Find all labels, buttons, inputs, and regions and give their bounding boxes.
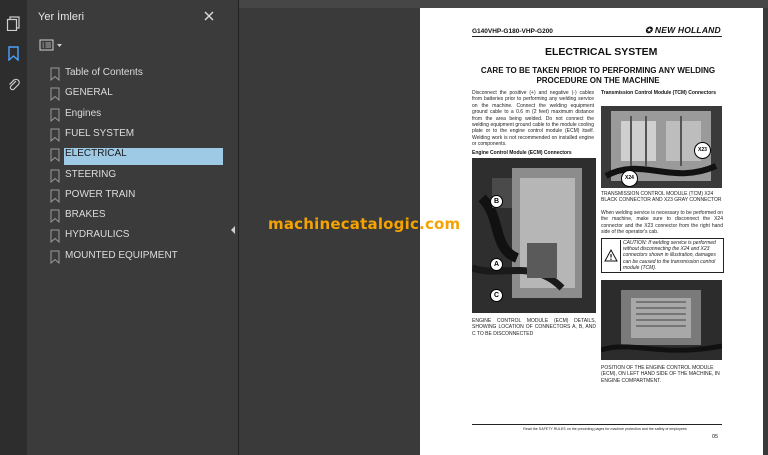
x23-label: X23 [694, 142, 711, 159]
ecm-position-photo-art [601, 280, 722, 360]
page-number: 05 [712, 434, 719, 440]
tcm-text: When welding service is necessary to be performed on the machine, make sure to disconnect the X24 connector and the X23 connector from the right hand side of the operator's cab. [601, 210, 723, 236]
bookmark-flag-icon [50, 87, 60, 101]
footer-text: Read the SAFETY RULES on the preceding pages for machine protection and the safety of employees [523, 427, 687, 431]
bookmark-item-hydraulics[interactable] [50, 227, 222, 245]
bookmark-label: ELECTRICAL [65, 148, 127, 160]
attachment-icon[interactable] [6, 77, 21, 92]
bookmark-item-power-train[interactable] [50, 187, 222, 205]
panel-title: Yer İmleri [38, 11, 85, 23]
collapse-panel-icon[interactable] [229, 224, 237, 236]
bookmark-flag-icon [50, 67, 60, 81]
ecm-caption: ENGINE CONTROL MODULE (ECM) DETAILS, SHOWING LOCATION OF CONNECTORS A, B, AND C TO BE DISCONNECTED [472, 318, 596, 337]
x24-label: X24 [621, 170, 638, 187]
bookmark-item-general[interactable] [50, 85, 222, 103]
ecm-heading: Engine Control Module (ECM) Connectors [472, 150, 572, 156]
bookmark-item-brakes[interactable] [50, 207, 222, 225]
pages-icon[interactable] [6, 16, 21, 31]
caution-box [601, 238, 724, 273]
bookmark-label: POWER TRAIN [65, 188, 136, 200]
page-model: G140VHP-G180-VHP-G200 [472, 28, 553, 35]
tcm-photo [601, 106, 722, 188]
ecm-position-photo [601, 280, 722, 360]
bookmark-flag-icon [50, 209, 60, 223]
warning-icon [604, 249, 618, 262]
bookmark-flag-icon [50, 189, 60, 203]
ecm-photo [472, 158, 596, 313]
bookmark-label: STEERING [65, 168, 117, 180]
bookmark-item-steering[interactable] [50, 167, 222, 185]
connector-c-label: C [490, 289, 503, 302]
intro-text: Disconnect the positive (+) and negative (-) cables from batteries prior to performing any welding service on the machine. Connect the welding equipment ground cable to a 0.6 m (2 feet) maximum distance from the area being welded. Do not connect the welding equipment ground cable to the module cooling plate or to the engine control module (ECM) itself. Welding work is not recommended on installed engine or components. [472, 90, 594, 148]
bookmark-label: FUEL SYSTEM [65, 127, 135, 139]
footer-rule [472, 424, 722, 425]
watermark-text: machinecatalogic.com [268, 215, 461, 233]
tcm-caption: TRANSMISSION CONTROL MODULE (TCM) X24 BLACK CONNECTOR AND X23 GRAY CONNECTOR [601, 191, 722, 204]
brand-logo-mark: ✪ [645, 25, 655, 35]
bookmark-flag-icon [50, 148, 60, 162]
bookmark-flag-icon [50, 250, 60, 264]
bookmark-label: BRAKES [65, 209, 106, 221]
ecm-position-caption: POSITION OF THE ENGINE CONTROL MODULE (ECM), ON LEFT HAND SIDE OF THE MACHINE, IN ENGINE COMPARTMENT. [601, 365, 720, 384]
section-title: ELECTRICAL SYSTEM [545, 46, 658, 58]
bookmark-flag-icon [50, 169, 60, 183]
bookmark-options-icon[interactable] [39, 38, 65, 52]
bookmark-item-mounted-equipment[interactable] [50, 248, 222, 266]
bookmark-icon[interactable] [6, 46, 21, 61]
close-icon[interactable] [202, 9, 216, 23]
bookmark-label: MOUNTED EQUIPMENT [65, 249, 178, 261]
bookmark-label: HYDRAULICS [65, 229, 130, 241]
bookmark-item-table-of-contents[interactable] [50, 65, 222, 83]
tcm-heading: Transmission Control Module (TCM) Connectors [601, 90, 717, 96]
caution-text: CAUTION: If welding service is performed without disconnecting the X24 and X23 connectors shown in illustration, damages can be caused to the transmission control module (TCM). [620, 240, 723, 271]
bookmark-label: Engines [65, 107, 102, 119]
pdf-page [420, 8, 763, 455]
header-rule [472, 36, 722, 37]
connector-a-label: A [490, 258, 503, 271]
brand-logo [645, 25, 721, 36]
ecm-photo-art [472, 158, 596, 313]
bookmark-flag-icon [50, 229, 60, 243]
bookmark-label: Table of Contents [65, 67, 143, 78]
bookmark-item-fuel-system[interactable] [50, 126, 222, 144]
viewer-top-strip [239, 0, 768, 8]
bookmark-item-engines[interactable] [50, 106, 222, 124]
care-heading: CARE TO BE TAKEN PRIOR TO PERFORMING ANY WELDING PROCEDURE ON THE MACHINE [480, 66, 716, 85]
tool-rail [0, 0, 28, 455]
bookmark-flag-icon [50, 128, 60, 142]
bookmark-item-electrical[interactable] [50, 146, 222, 164]
bookmark-label: GENERAL [65, 87, 113, 99]
brand-text: NEW HOLLAND [654, 25, 721, 35]
bookmark-flag-icon [50, 108, 60, 122]
connector-b-label: B [490, 195, 503, 208]
